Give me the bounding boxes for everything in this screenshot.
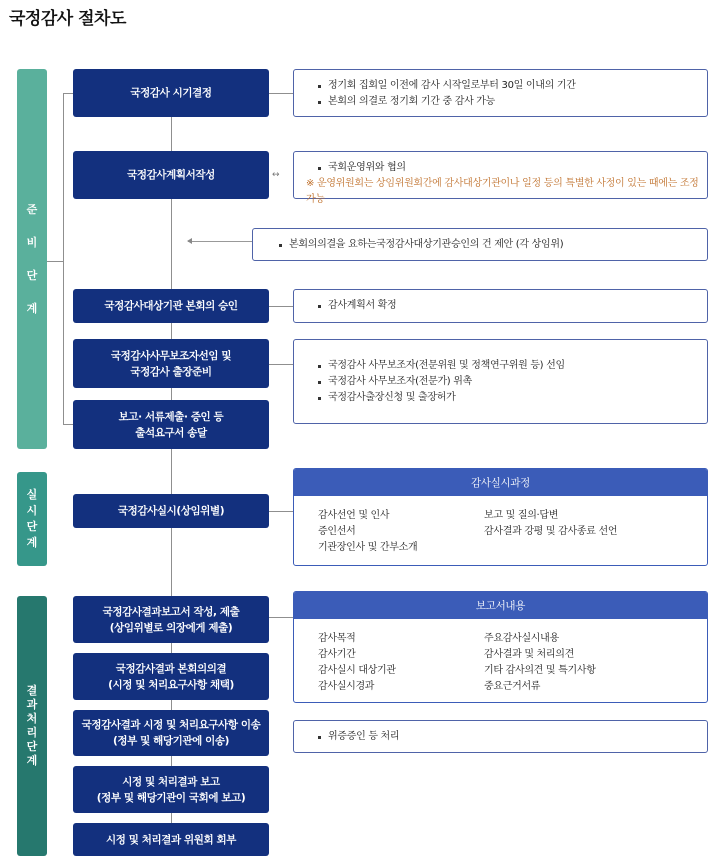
panel-item: 감사결과 및 처리의견 — [484, 649, 574, 660]
step-sublabel: (상임위별로 의장에게 제출) — [109, 621, 233, 634]
double-arrow-icon: ↔ — [272, 170, 280, 180]
step-timing-decision — [73, 69, 269, 117]
note-item: 위증증인 등 처리 — [316, 729, 707, 745]
connector-approval — [269, 306, 293, 307]
note-perjury — [293, 720, 708, 753]
panel-col-right — [484, 508, 650, 556]
panel-title: 보고서내용 — [294, 592, 707, 619]
panel-item: 중요근거서류 — [484, 681, 541, 692]
step-plan-writing — [73, 151, 269, 199]
step-sublabel: (정부 및 해당기관이 국회에 보고) — [96, 791, 246, 804]
note-approval — [293, 289, 708, 323]
step-target-approval — [73, 289, 269, 323]
phase-char: 계 — [26, 536, 38, 549]
note-item: 국정감사출장신청 및 출장허가 — [316, 390, 707, 406]
connector-assistants — [269, 364, 293, 365]
step-label: 국정감사사무보조자선임 및 — [110, 349, 232, 362]
panel-item: 감사실시경과 — [318, 681, 375, 692]
panel-item: 감사기간 — [318, 649, 356, 660]
panel-title: 감사실시과정 — [294, 469, 707, 496]
step-sublabel: (정부 및 해당기관에 이송) — [113, 735, 229, 747]
connector-timing — [269, 93, 293, 94]
panel-item: 증인선서 — [318, 526, 356, 537]
phase-result-label — [17, 596, 47, 856]
phase-char: 시 — [26, 504, 38, 517]
step-sublabel: (시정 및 처리요구사항 채택) — [108, 678, 234, 691]
step-label: 국정감사실시(상임위별) — [117, 505, 225, 517]
page-title: 국정감사 절차도 — [9, 9, 126, 29]
phase-char: 결 — [26, 684, 38, 697]
phase-char: 비 — [26, 236, 38, 249]
panel-item: 감사결과 강평 및 감사종료 선언 — [484, 526, 618, 537]
left-arrow-icon — [188, 241, 252, 242]
step-label: 국정감사 시기결정 — [130, 87, 212, 99]
step-plenary-resolution — [73, 653, 269, 700]
phase-char: 과 — [26, 698, 38, 711]
panel-item: 감사목적 — [318, 633, 356, 644]
phase-char: 계 — [26, 302, 38, 315]
step-label: 시정 및 처리결과 위원회 회부 — [106, 833, 236, 846]
panel-item: 기관장인사 및 간부소개 — [318, 542, 418, 553]
panel-item: 기타 감사의견 및 특기사항 — [484, 665, 596, 676]
step-label: 시정 및 처리결과 보고 — [122, 775, 220, 788]
note-assistants — [293, 339, 708, 424]
step-audit-execution — [73, 494, 269, 528]
phase-char: 단 — [26, 520, 38, 533]
note-warning: ※ 운영위원회는 상임위원회간에 감사대상기관이나 일정 등의 특별한 사정이 있는 때에는 조정 가능 — [306, 178, 699, 205]
step-result-report — [73, 766, 269, 813]
panel-col-left — [318, 631, 484, 695]
prep-bracket-top — [63, 93, 73, 94]
phase-char: 단 — [26, 269, 38, 282]
step-sublabel: 국정감사 출장준비 — [130, 365, 212, 378]
step-label: 보고· 서류제출· 증인 등 — [118, 410, 224, 423]
note-item: 본회의의결을 요하는국정감사대상기관승인의 건 제안 (각 상임위) — [277, 237, 707, 253]
phase-exec-label — [17, 472, 47, 566]
panel-item: 주요감사실시내용 — [484, 633, 559, 644]
step-assistant-selection — [73, 339, 269, 388]
panel-audit-process — [293, 468, 708, 566]
step-label: 국정감사결과 본회의의결 — [115, 662, 227, 675]
note-item: 감사계획서 확정 — [316, 298, 707, 314]
prep-bracket-link — [47, 261, 63, 262]
note-plan — [293, 151, 708, 205]
phase-prep-label — [17, 69, 47, 449]
step-label: 국정감사결과 시정 및 처리요구사항 이송 — [81, 719, 261, 731]
step-sublabel: 출석요구서 송달 — [135, 426, 207, 439]
panel-col-left — [318, 508, 484, 556]
phase-char: 실 — [26, 488, 38, 501]
phase-char: 리 — [26, 726, 38, 739]
phase-char: 준 — [26, 203, 38, 216]
panel-col-right — [484, 631, 650, 695]
phase-char: 계 — [26, 754, 38, 767]
connector-process — [269, 511, 293, 512]
note-timing — [293, 69, 708, 117]
step-label: 국정감사계획서작성 — [127, 169, 215, 181]
phase-char: 단 — [26, 740, 38, 753]
panel-item: 보고 및 질의·답변 — [484, 510, 559, 521]
step-report-submission — [73, 596, 269, 643]
note-item: 국회운영위와 협의 — [316, 160, 707, 176]
step-request-transfer — [73, 710, 269, 756]
prep-bracket-line — [63, 93, 64, 424]
note-item: 본회의 의결로 정기회 기간 중 감사 가능 — [316, 94, 707, 110]
panel-item: 감사선언 및 인사 — [318, 510, 390, 521]
phase-char: 처 — [26, 712, 38, 725]
note-item: 정기회 집회일 이전에 감사 시작일로부터 30일 이내의 기간 — [316, 78, 707, 94]
note-proposal — [252, 228, 708, 261]
step-committee-referral — [73, 823, 269, 856]
panel-item: 감사실시 대상기관 — [318, 665, 396, 676]
panel-report-contents — [293, 591, 708, 703]
note-item: 국정감사 사무보조자(전문가) 위촉 — [316, 374, 707, 390]
step-summons-delivery — [73, 400, 269, 449]
step-label: 국정감사결과보고서 작성, 제출 — [102, 605, 240, 618]
prep-bracket-bottom — [63, 424, 73, 425]
step-label: 국정감사대상기관 본회의 승인 — [104, 300, 238, 312]
note-item: 국정감사 사무보조자(전문위원 및 정책연구위원 등) 선임 — [316, 358, 707, 374]
connector-report — [269, 617, 293, 618]
